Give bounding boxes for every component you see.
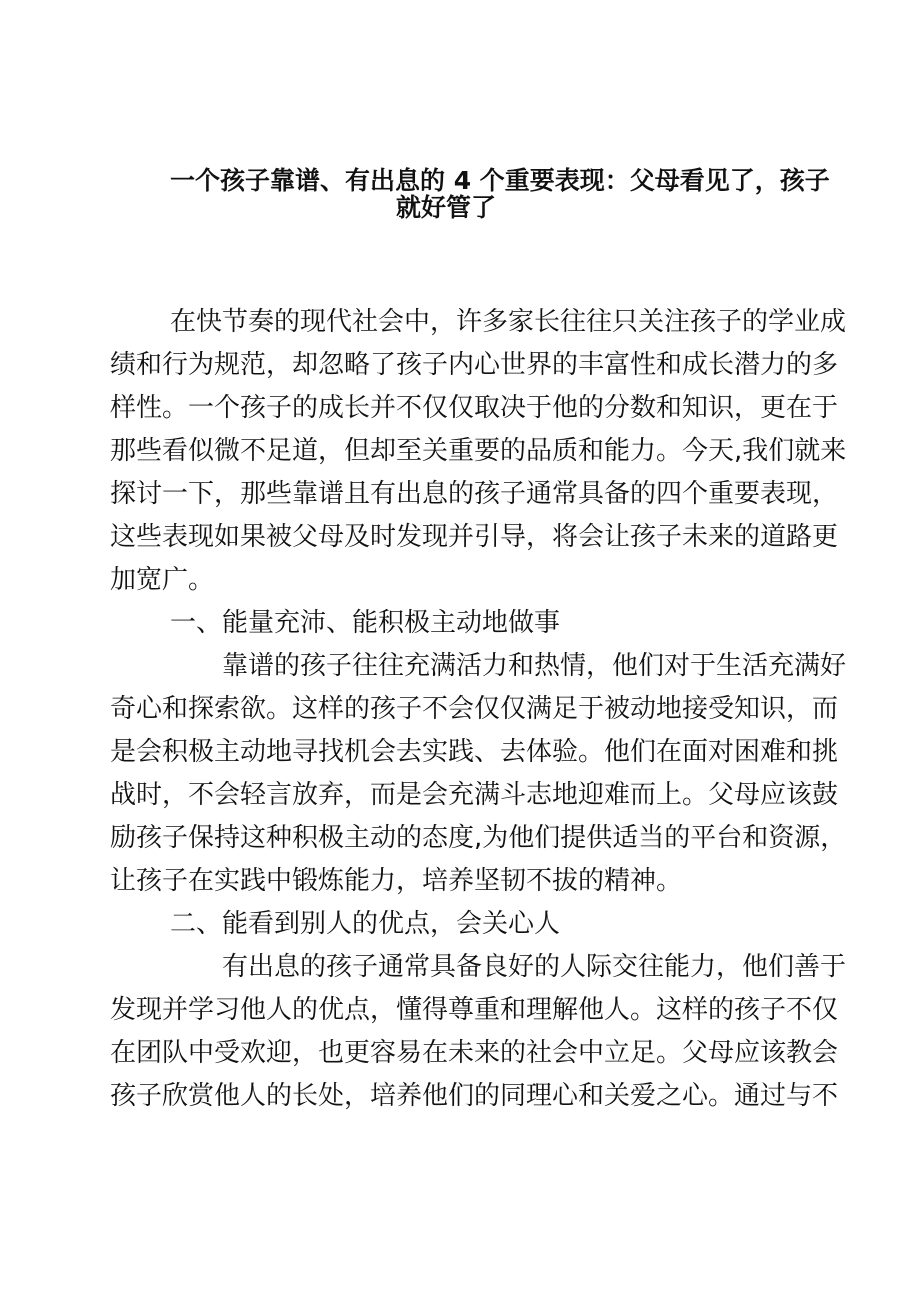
section1-line-4: 战时，不会轻言放弃，而是会充满斗志地迎难而上。父母应该鼓 — [110, 780, 839, 810]
intro-line-4: 那些看似微不足道，但却至关重要的品质和能力。今天,我们就来 — [110, 436, 847, 466]
intro-line-3: 样性。一个孩子的成长并不仅仅取决于他的分数和知识，更在于 — [110, 393, 839, 423]
section-heading-2: 二、能看到别人的优点，会关心人 — [170, 909, 561, 939]
intro-line-6: 这些表现如果被父母及时发现并引导，将会让孩子未来的道路更 — [110, 522, 839, 552]
intro-line-2: 绩和行为规范，却忽略了孩子内心世界的丰富性和成长潜力的多 — [110, 350, 839, 380]
section2-line-1: 有出息的孩子通常具备良好的人际交往能力，他们善于 — [222, 952, 847, 982]
section2-line-3: 在团队中受欢迎，也更容易在未来的社会中立足。父母应该教会 — [110, 1038, 839, 1068]
document-title-line-1: 一个孩子靠谱、有出息的 4 个重要表现：父母看见了，孩子 — [170, 166, 830, 195]
document-title-line-2: 就好管了 — [396, 193, 497, 222]
section2-line-2: 发现并学习他人的优点，懂得尊重和理解他人。这样的孩子不仅 — [110, 995, 839, 1025]
section1-line-3: 是会积极主动地寻找机会去实践、去体验。他们在面对困难和挑 — [110, 737, 839, 767]
section2-line-4: 孩子欣赏他人的长处，培养他们的同理心和关爱之心。通过与不 — [110, 1081, 839, 1111]
section1-line-6: 让孩子在实践中锻炼能力，培养坚韧不拔的精神。 — [110, 866, 683, 896]
section1-line-1: 靠谱的孩子往往充满活力和热情，他们对于生活充满好 — [222, 651, 847, 681]
intro-line-1: 在快节奏的现代社会中，许多家长往往只关注孩子的学业成 — [170, 307, 847, 337]
section-heading-1: 一、能量充沛、能积极主动地做事 — [170, 608, 561, 638]
section1-line-2: 奇心和探索欲。这样的孩子不会仅仅满足于被动地接受知识，而 — [110, 694, 839, 724]
intro-line-7: 加宽广。 — [110, 565, 215, 595]
section1-line-5: 励孩子保持这种积极主动的态度,为他们提供适当的平台和资源， — [110, 823, 847, 853]
intro-line-5: 探讨一下，那些靠谱且有出息的孩子通常具备的四个重要表现， — [110, 479, 839, 509]
